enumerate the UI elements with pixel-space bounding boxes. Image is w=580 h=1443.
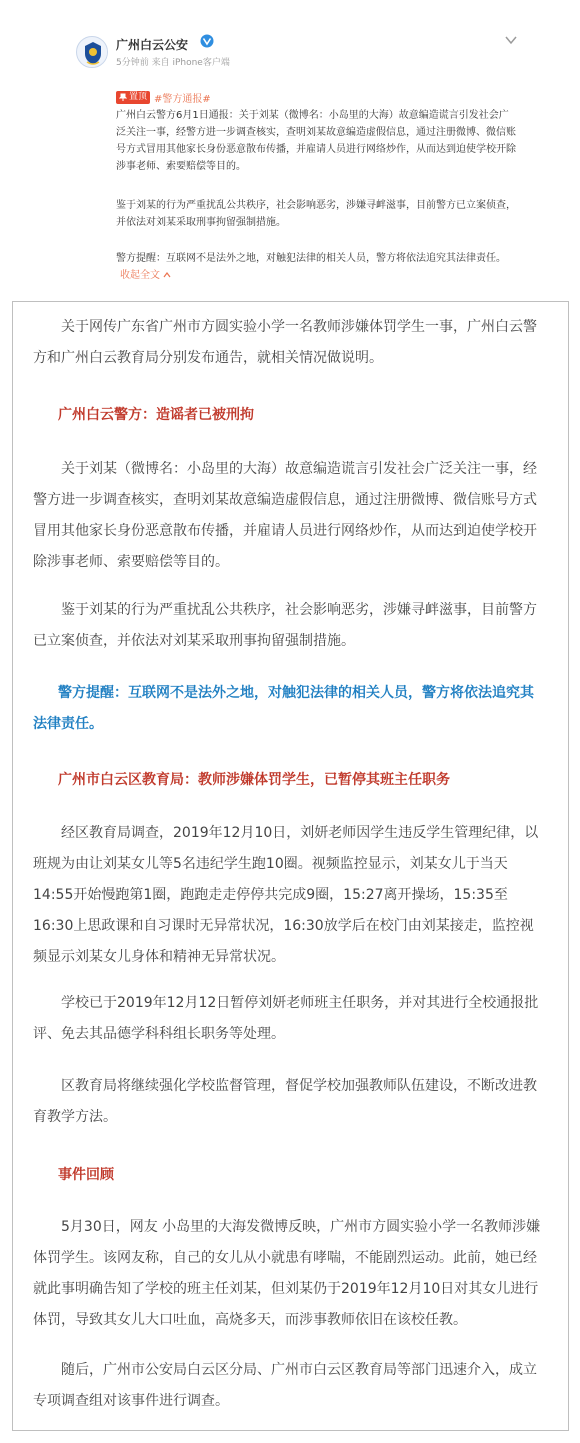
heading-event-review: 事件回顾 [58, 1167, 114, 1183]
police-paragraph-2: 鉴于刘某的行为严重扰乱公共秩序，社会影响恶劣，涉嫌寻衅滋事，目前警方已立案侦查，并依法对刘某采取刑事拘留强制措施。 [33, 602, 537, 649]
collapse-button[interactable] [120, 270, 171, 281]
police-paragraph-1: 关于刘某（微博名：小岛里的大海）故意编造谎言引发社会广泛关注一事，经警方进一步调查核实，查明刘某故意编造虚假信息，通过注册微博、微信账号方式冒用其他家长身份恶意散布传播，并雇请人员进行网络炒作，从而达到迫使学校开除涉事老师、索要赔偿等目的。 [33, 461, 537, 570]
caret-up-icon [163, 272, 171, 278]
review-paragraph-1: 5月30日，网友 小岛里的大海发微博反映，广州市方圆实验小学一名教师涉嫌体罚学生。该网友称，自己的女儿从小就患有哮喘，不能剧烈运动。此前，她已经就此事明确告知了学校的班主任刘某，但刘某仍于2019年12月10日对其女儿进行体罚，导致其女儿大口吐血，高烧多天，而涉事教师依旧在该校任教。 [33, 1219, 541, 1328]
account-name[interactable]: 广州白云公安 [116, 38, 189, 52]
post-paragraph-1: 广州白云警方6月1日通报：关于刘某（微博名：小岛里的大海）故意编造谎言引发社会广泛关注一事，经警方进一步调查核实，查明刘某故意编造虚假信息，通过注册微博、微信账号方式冒用其他家长身份恶意散布传播，并雇请人员进行网络炒作，从而达到迫使学校开除涉事老师、索要赔偿等目的。 [116, 110, 516, 172]
chevron-down-icon[interactable] [504, 34, 518, 46]
pin-icon [119, 93, 127, 101]
education-paragraph-3: 区教育局将继续强化学校监督管理，督促学校加强教师队伍建设，不断改进教育教学方法。 [33, 1078, 537, 1125]
post-meta: 5分钟前 来自 iPhone客户端 [116, 58, 230, 68]
article-intro: 关于网传广东省广州市方圆实验小学一名教师涉嫌体罚学生一事，广州白云警方和广州白云教育局分别发布通告，就相关情况做说明。 [33, 319, 537, 366]
post-paragraph-2: 鉴于刘某的行为严重扰乱公共秩序，社会影响恶劣，涉嫌寻衅滋事，目前警方已立案侦查，并依法对刘某采取刑事拘留强制措施。 [116, 200, 516, 228]
heading-police: 广州白云警方：造谣者已被刑拘 [58, 407, 254, 423]
review-paragraph-2: 随后，广州市公安局白云区分局、广州市白云区教育局等部门迅速介入，成立专项调查组对该事件进行调查。 [33, 1362, 537, 1409]
hashtag-link[interactable]: #警方通报# [154, 93, 211, 105]
top-badge-label: 置顶 [129, 91, 148, 102]
collapse-label: 收起全文 [120, 270, 160, 281]
police-reminder: 警方提醒：互联网不是法外之地，对触犯法律的相关人员，警方将依法追究其法律责任。 [33, 685, 534, 732]
education-paragraph-2: 学校已于2019年12月12日暂停刘妍老师班主任职务，并对其进行全校通报批评、免去其品德学科科组长职务等处理。 [33, 995, 539, 1042]
post-paragraph-3 [116, 250, 516, 284]
verified-v-icon [200, 34, 214, 48]
education-paragraph-1: 经区教育局调查，2019年12月10日，刘妍老师因学生违反学生管理纪律，以班规为由让刘某女儿等5名违纪学生跑10圈。视频监控显示，刘某女儿于当天14:55开始慢跑第1圈，跑跑走走停停共完成9圈，15:27离开操场，15:35至16:30上思政课和自习课时无异常状况，16:30放学后在校门由刘某接走，监控视频显示刘某女儿身体和精神无异常状况。 [33, 825, 539, 965]
post-paragraph-3-text: 警方提醒：互联网不是法外之地，对触犯法律的相关人员，警方将依法追究其法律责任。 [116, 253, 506, 264]
post-tags [116, 90, 211, 104]
top-badge [116, 91, 150, 104]
police-badge-avatar-icon[interactable] [76, 36, 108, 68]
weibo-post-card [70, 20, 522, 282]
heading-education-bureau: 广州市白云区教育局：教师涉嫌体罚学生，已暂停其班主任职务 [58, 772, 450, 788]
article-box [12, 301, 569, 1431]
